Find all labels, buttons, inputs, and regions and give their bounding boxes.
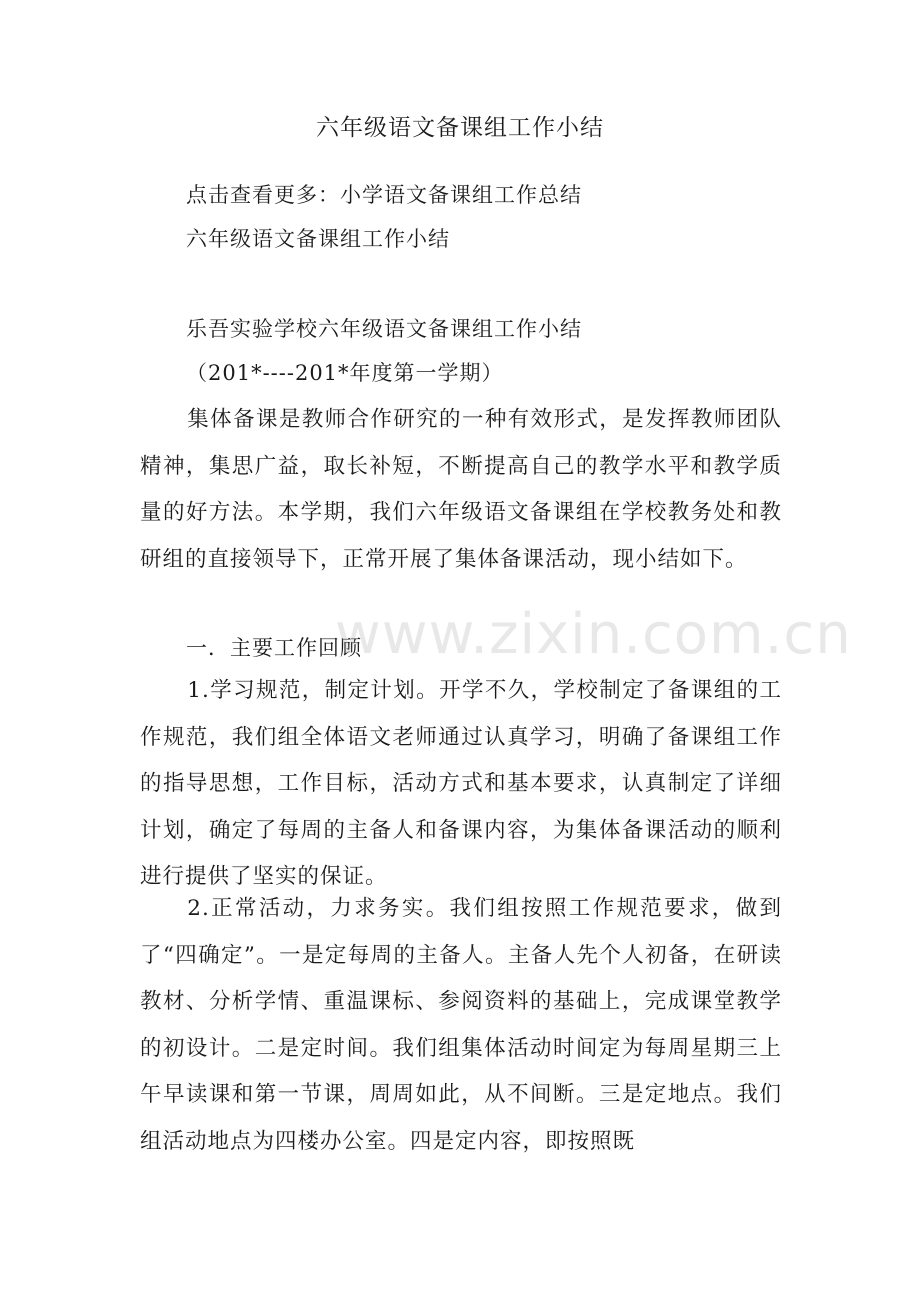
paragraph-regular-activity: 2.正常活动，力求务实。我们组按照工作规范要求，做到了“四确定”。一是定每周的主备人。主备人先个人初备，在研读教材、分析学情、重温课标、参阅资料的基础上，完成课堂教学的初设计。二是定时间。我们组集体活动时间定为每周星期三上午早读课和第一节课，周周如此，从不间断。三是定地点。我们组活动地点为四楼办公室。四是定内容，即按照既 <box>140 896 782 1154</box>
section-heading: 一．主要工作回顾 <box>186 636 362 660</box>
school-title: 乐吾实验学校六年级语文备课组工作小结 <box>186 317 582 341</box>
paragraph-study-rules: 1.学习规范，制定计划。开学不久，学校制定了备课组的工作规范，我们组全体语文老师通过认真学习，明确了备课组工作的指导思想，工作目标，活动方式和基本要求，认真制定了详细计划，确定了每周的主备人和备课内容，为集体备课活动的顺利进行提供了坚实的保证。 <box>140 678 782 889</box>
intro-paragraph: 集体备课是教师合作研究的一种有效形式，是发挥教师团队精神，集思广益，取长补短，不断提高自己的教学水平和教学质量的好方法。本学期，我们六年级语文备课组在学校教务处和教研组的直接领导下，正常开展了集体备课活动，现小结如下。 <box>140 407 782 572</box>
period-line: （201*----201*年度第一学期） <box>186 361 504 385</box>
document-title: 六年级语文备课组工作小结 <box>316 115 604 141</box>
more-link[interactable]: 点击查看更多：小学语文备课组工作总结 <box>186 183 582 207</box>
subtitle: 六年级语文备课组工作小结 <box>186 227 450 251</box>
watermark: www.zixin.com.cn <box>335 602 852 667</box>
